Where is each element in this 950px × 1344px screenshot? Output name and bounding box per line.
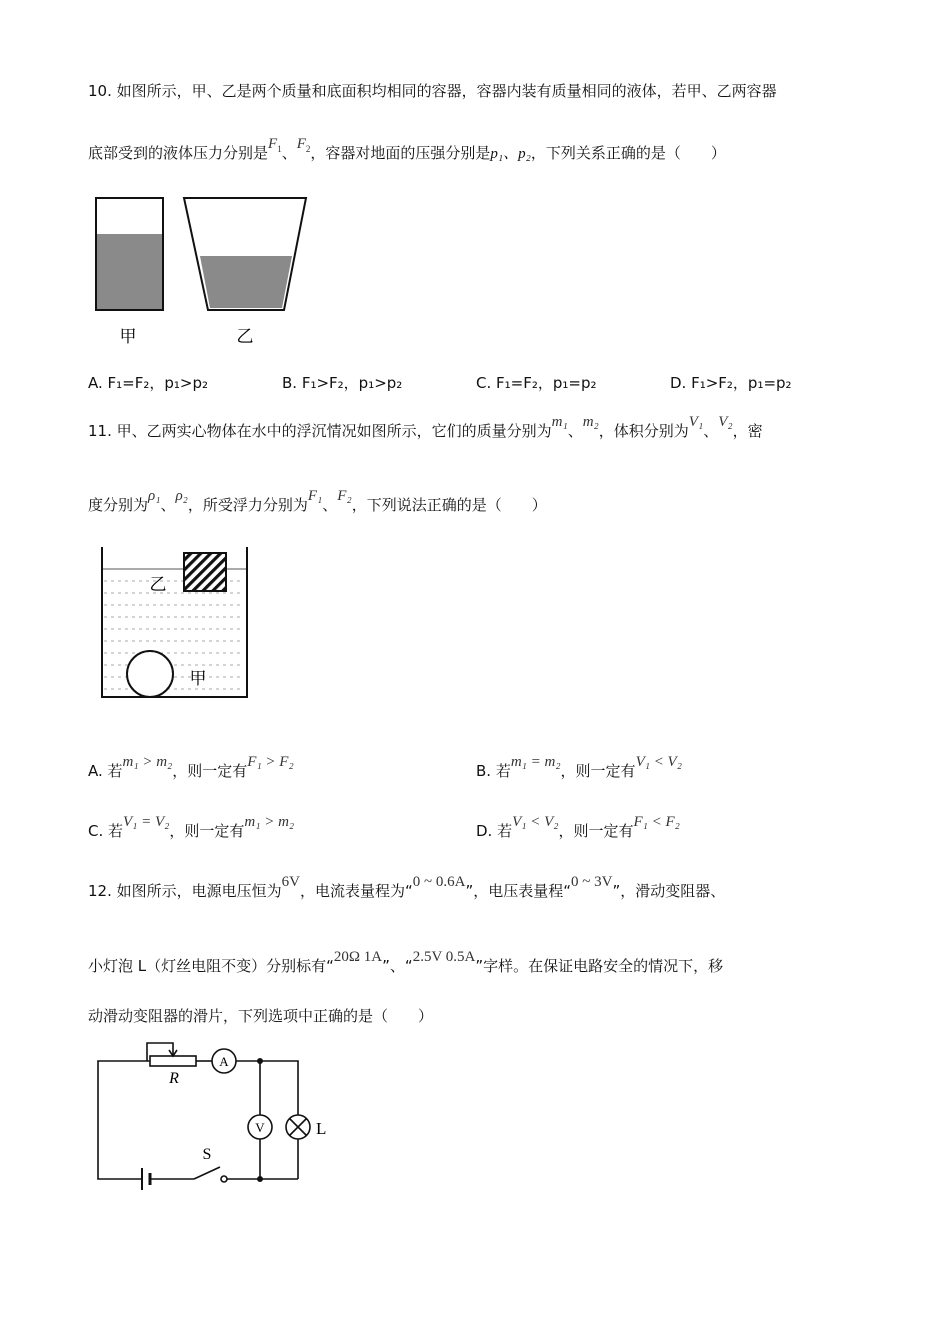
wire-left <box>98 1061 150 1179</box>
water-texture <box>104 581 244 689</box>
switch-label: S <box>202 1146 212 1163</box>
q10-option-c[interactable]: C. F₁=F₂，p₁=p₂ <box>476 374 597 392</box>
q11-V2: V₂ <box>718 414 733 430</box>
q11-V1: V₁ <box>688 414 704 430</box>
q10-stem-line1: 10. 如图所示，甲、乙是两个质量和底面积均相同的容器，容器内装有质量相同的液体，若甲、乙两容器 <box>88 82 777 100</box>
q10-containers-figure <box>88 190 328 350</box>
q11-rho2: ρ₂ <box>175 488 188 504</box>
q11-optB-result: V₁ < V₂ <box>635 754 682 770</box>
rheostat-label: R <box>169 1070 179 1087</box>
label-yi: 乙 <box>149 575 167 595</box>
q12-voltmeter-range: 0 ~ 3V <box>571 874 613 890</box>
q10-option-d[interactable]: D. F₁>F₂，p₁=p₂ <box>670 374 792 392</box>
q11-water-figure <box>98 545 253 700</box>
switch <box>194 1167 220 1179</box>
q11-option-d[interactable]: D. 若V₁ < V₂，则一定有F₁ < F₂ <box>476 814 680 840</box>
object-yi <box>184 553 226 591</box>
q10-option-b[interactable]: B. F₁>F₂，p₁>p₂ <box>282 374 403 392</box>
rheostat <box>150 1056 196 1066</box>
q11-option-c[interactable]: C. 若V₁ = V₂，则一定有m₁ > m₂ <box>88 814 295 840</box>
q12-circuit-diagram <box>90 1035 340 1195</box>
label-jia: 甲 <box>119 327 137 347</box>
q12-stem-line3: 动滑动变阻器的滑片，下列选项中正确的是（ ） <box>88 1007 434 1025</box>
q11-optC-cond: V₁ = V₂ <box>123 814 170 830</box>
q11-F2: F₂ <box>337 488 352 504</box>
q12-lamp-rating: 2.5V 0.5A <box>412 949 476 965</box>
q11-option-a[interactable]: A. 若m₁ > m₂，则一定有F₁ > F₂ <box>88 754 294 780</box>
q10-stem-text-c: ，下列关系正确的是（ ） <box>530 144 726 162</box>
q11-stem-line1: 11. 甲、乙两实心物体在水中的浮沉情况如图所示，它们的质量分别为m₁、m₂，体积分别为V₁、V₂，密 <box>88 414 763 440</box>
junction-bottom <box>257 1176 263 1182</box>
q11-m2: m₂ <box>582 414 599 430</box>
q11-m1: m₁ <box>551 414 568 430</box>
q10-sep: 、 <box>281 144 297 162</box>
q11-F1: F₁ <box>307 488 323 504</box>
q12-ammeter-range: 0 ~ 0.6A <box>412 874 466 890</box>
object-jia <box>127 651 173 697</box>
container-jia-liquid <box>96 234 163 310</box>
q10-stem-line2 <box>88 136 726 170</box>
q11-optC-result: m₁ > m₂ <box>244 814 295 830</box>
label-yi: 乙 <box>236 327 254 347</box>
q11-optB-cond: m₁ = m₂ <box>510 754 561 770</box>
voltmeter-label: V <box>255 1120 265 1135</box>
junction-top <box>257 1058 263 1064</box>
q12-rheostat-rating: 20Ω 1A <box>333 949 383 965</box>
q10-F2-symbol: $F_2$ <box>296 136 311 154</box>
q12-voltage: 6V <box>281 874 300 890</box>
lamp-label: L <box>316 1119 327 1138</box>
container-yi-liquid <box>200 256 292 308</box>
q11-optA-result: F₁ > F₂ <box>247 754 294 770</box>
q10-stem-text-a: 底部受到的液体压力分别是 <box>88 144 269 162</box>
q11-optD-result: F₁ < F₂ <box>633 814 680 830</box>
q11-stem-line2: 度分别为ρ₁、ρ₂，所受浮力分别为F₁、F₂，下列说法正确的是（ ） <box>88 488 547 514</box>
label-jia: 甲 <box>189 669 207 689</box>
q11-rho1: ρ₁ <box>148 488 161 504</box>
q10-stem-text-b: ，容器对地面的压强分别是 <box>310 144 491 162</box>
q11-optA-cond: m₁ > m₂ <box>122 754 173 770</box>
q11-optD-cond: V₁ < V₂ <box>512 814 559 830</box>
q12-stem-line1: 12. 如图所示，电源电压恒为6V，电流表量程为“0 ~ 0.6A”，电压表量程“0 ~ 3V”，滑动变阻器、 <box>88 874 726 900</box>
q11-option-b[interactable]: B. 若m₁ = m₂，则一定有V₁ < V₂ <box>476 754 682 780</box>
ammeter-label: A <box>219 1054 229 1069</box>
q10-p1p2: p₁、p₂ <box>490 146 531 162</box>
q10-option-a[interactable]: A. F₁=F₂，p₁>p₂ <box>88 374 209 392</box>
q12-stem-line2: 小灯泡 L（灯丝电阻不变）分别标有“20Ω 1A”、“2.5V 0.5A”字样。在保证电路安全的情况下，移 <box>88 949 724 975</box>
q10-F1-symbol: $F_1$ <box>268 136 282 154</box>
